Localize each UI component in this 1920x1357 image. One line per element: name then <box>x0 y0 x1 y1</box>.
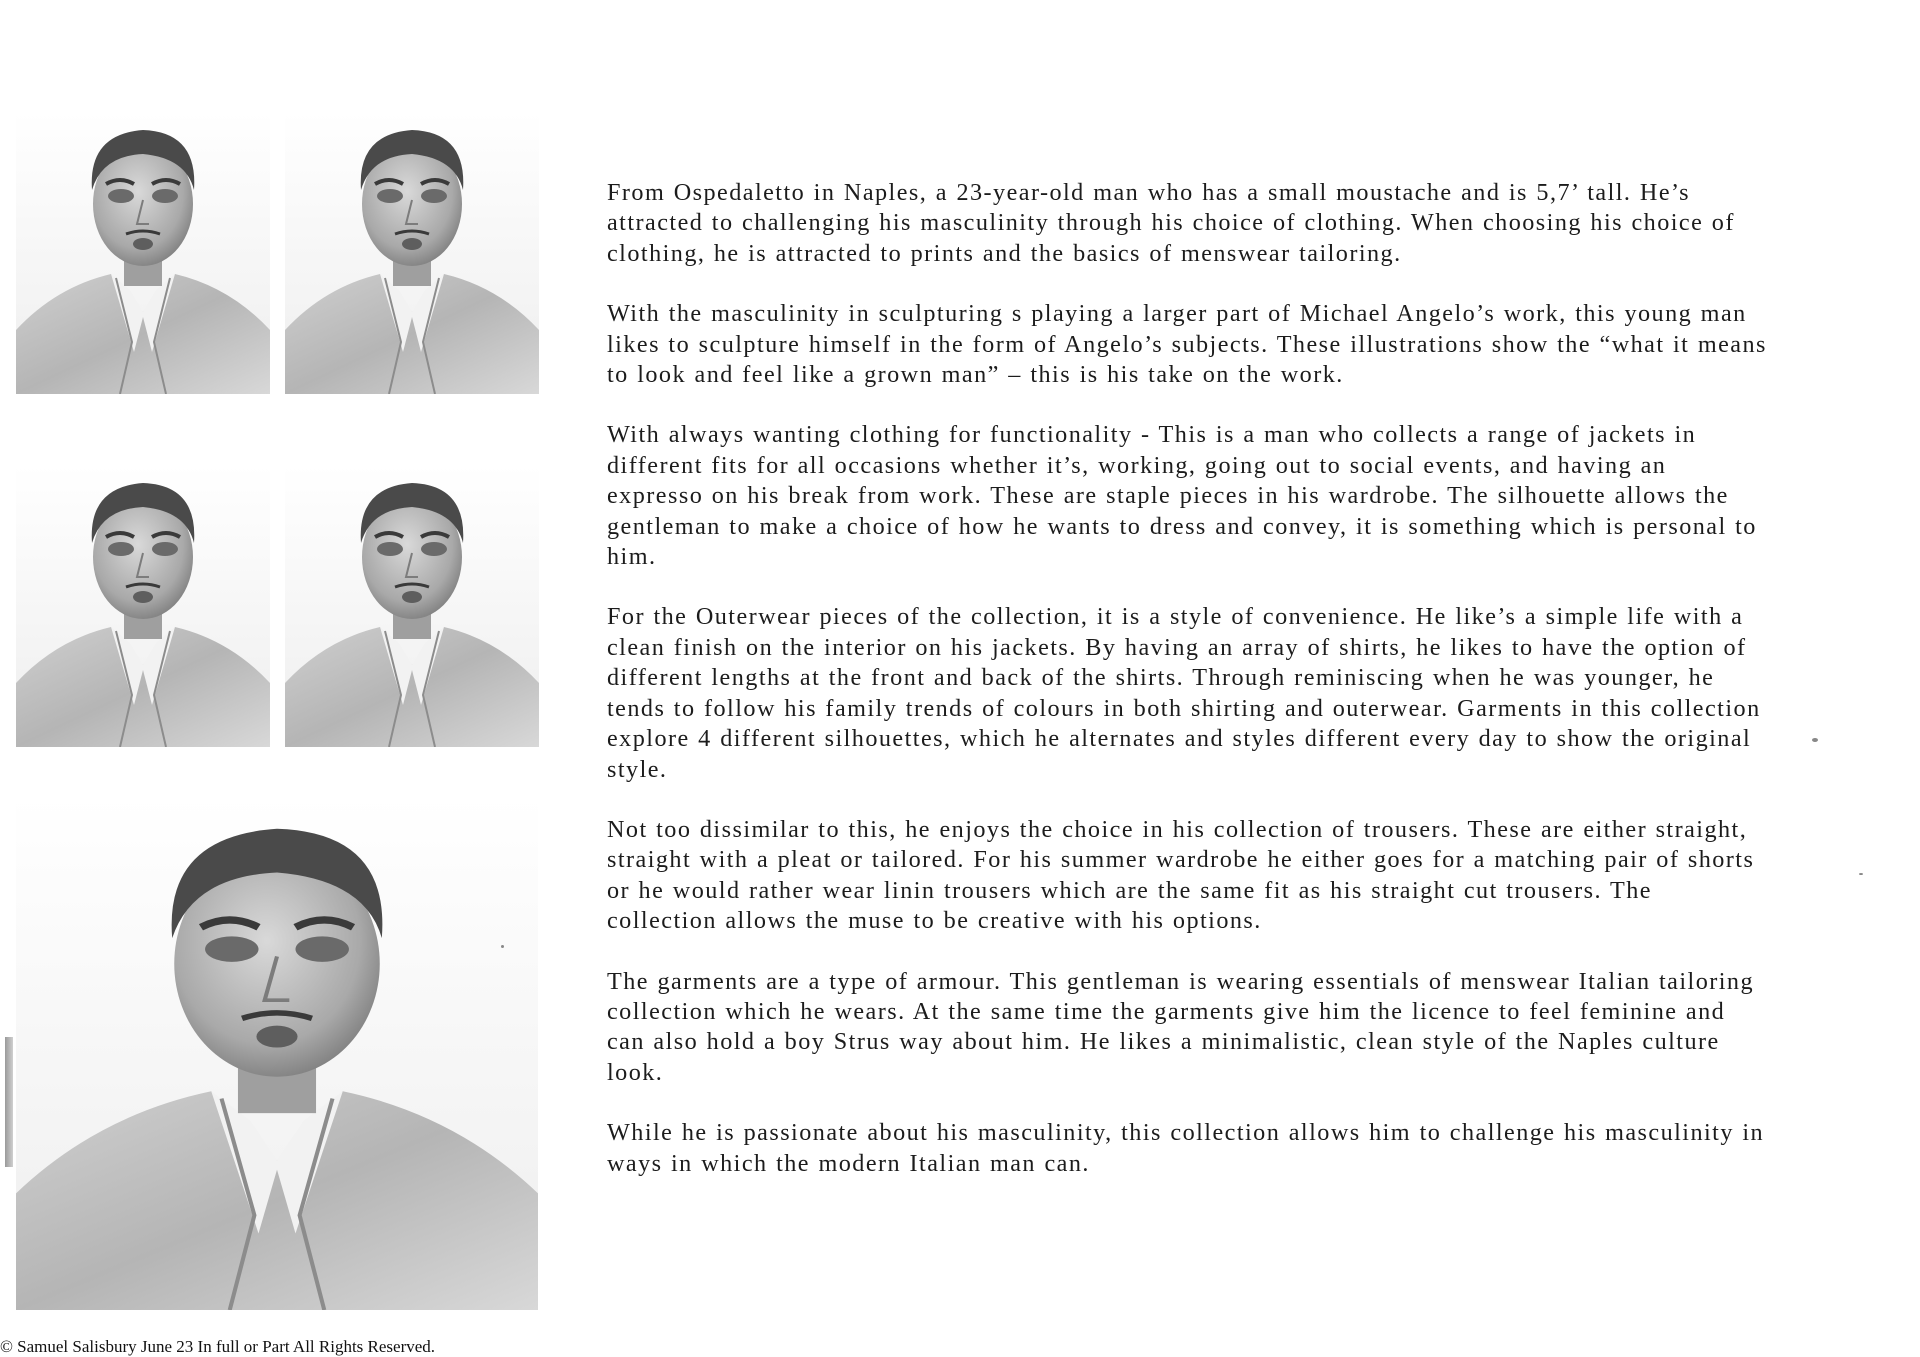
portrait-middle-left <box>16 465 270 747</box>
portrait-top-left <box>16 112 270 394</box>
paragraph-trousers: Not too dissimilar to this, he enjoys the choice in his collection of trousers. These are either straight, straight with a pleat or tailored. For his summer wardrobe he either goes for a matching pair of shorts or he would rather wear linin trousers which are the same fit as his straight cut trousers. The collection allows the muse to be creative with his options. <box>607 815 1755 935</box>
portrait-illustration <box>16 112 270 394</box>
portrait-illustration <box>285 465 539 747</box>
paragraph-conclusion: While he is passionate about his masculinity, this collection allows him to challenge his masculinity in ways in which the modern Italian man can. <box>607 1119 1765 1177</box>
paragraph-functionality: With always wanting clothing for functionality - This is a man who collects a range of jackets in different fits for all occasions whether it’s, working, going out to social events, and having an expresso on his break from work. These are staple pieces in his wardrobe. The silhouette allows the gentleman to make a choice of how he wants to dress and convey, it is something which is personal to him. <box>607 421 1757 571</box>
description-text <box>607 178 1767 1209</box>
paragraph-armour: The garments are a type of armour. This gentleman is wearing essentials of menswear Italian tailoring collection which he wears. At the same time the garments give him the licence to feel feminine and can also hold a boy Strus way about him. He likes a minimalistic, clean style of the Naples culture look. <box>607 967 1754 1086</box>
scan-speck <box>1859 873 1863 875</box>
portrait-illustration <box>16 465 270 747</box>
portrait-top-right <box>285 112 539 394</box>
copyright-notice: © Samuel Salisbury June 23 In full or Part All Rights Reserved. <box>0 1337 436 1356</box>
scan-speck <box>501 945 504 948</box>
scan-speck <box>1812 738 1818 742</box>
paragraph-origin: From Ospedaletto in Naples, a 23-year-old man who has a small moustache and is 5,7’ tall. He’s attracted to challenging his masculinity through his choice of clothing. When choosing his choice of clothing, he is attracted to prints and the basics of menswear tailoring. <box>607 179 1735 267</box>
portrait-illustration <box>285 112 539 394</box>
scan-edge-mark <box>5 1037 13 1167</box>
portrait-illustration <box>16 796 538 1310</box>
paragraph-outerwear: For the Outerwear pieces of the collection, it is a style of convenience. He like’s a simple life with a clean finish on the interior on his jackets. By having an array of shirts, he likes to have the option of different lengths at the front and back of the shirts. Through reminiscing when he was younger, he tends to follow his family trends of colours in both shirting and outerwear. Garments in this collection explore 4 different silhouettes, which he alternates and styles different every day to show the original style. <box>607 603 1761 783</box>
portrait-middle-right <box>285 465 539 747</box>
paragraph-sculpture: With the masculinity in sculpturing s playing a larger part of Michael Angelo’s work, this young man likes to sculpture himself in the form of Angelo’s subjects. These illustrations show the “what it means to look and feel like a grown man” – this is his take on the work. <box>607 300 1767 389</box>
portrait-large <box>16 796 538 1310</box>
